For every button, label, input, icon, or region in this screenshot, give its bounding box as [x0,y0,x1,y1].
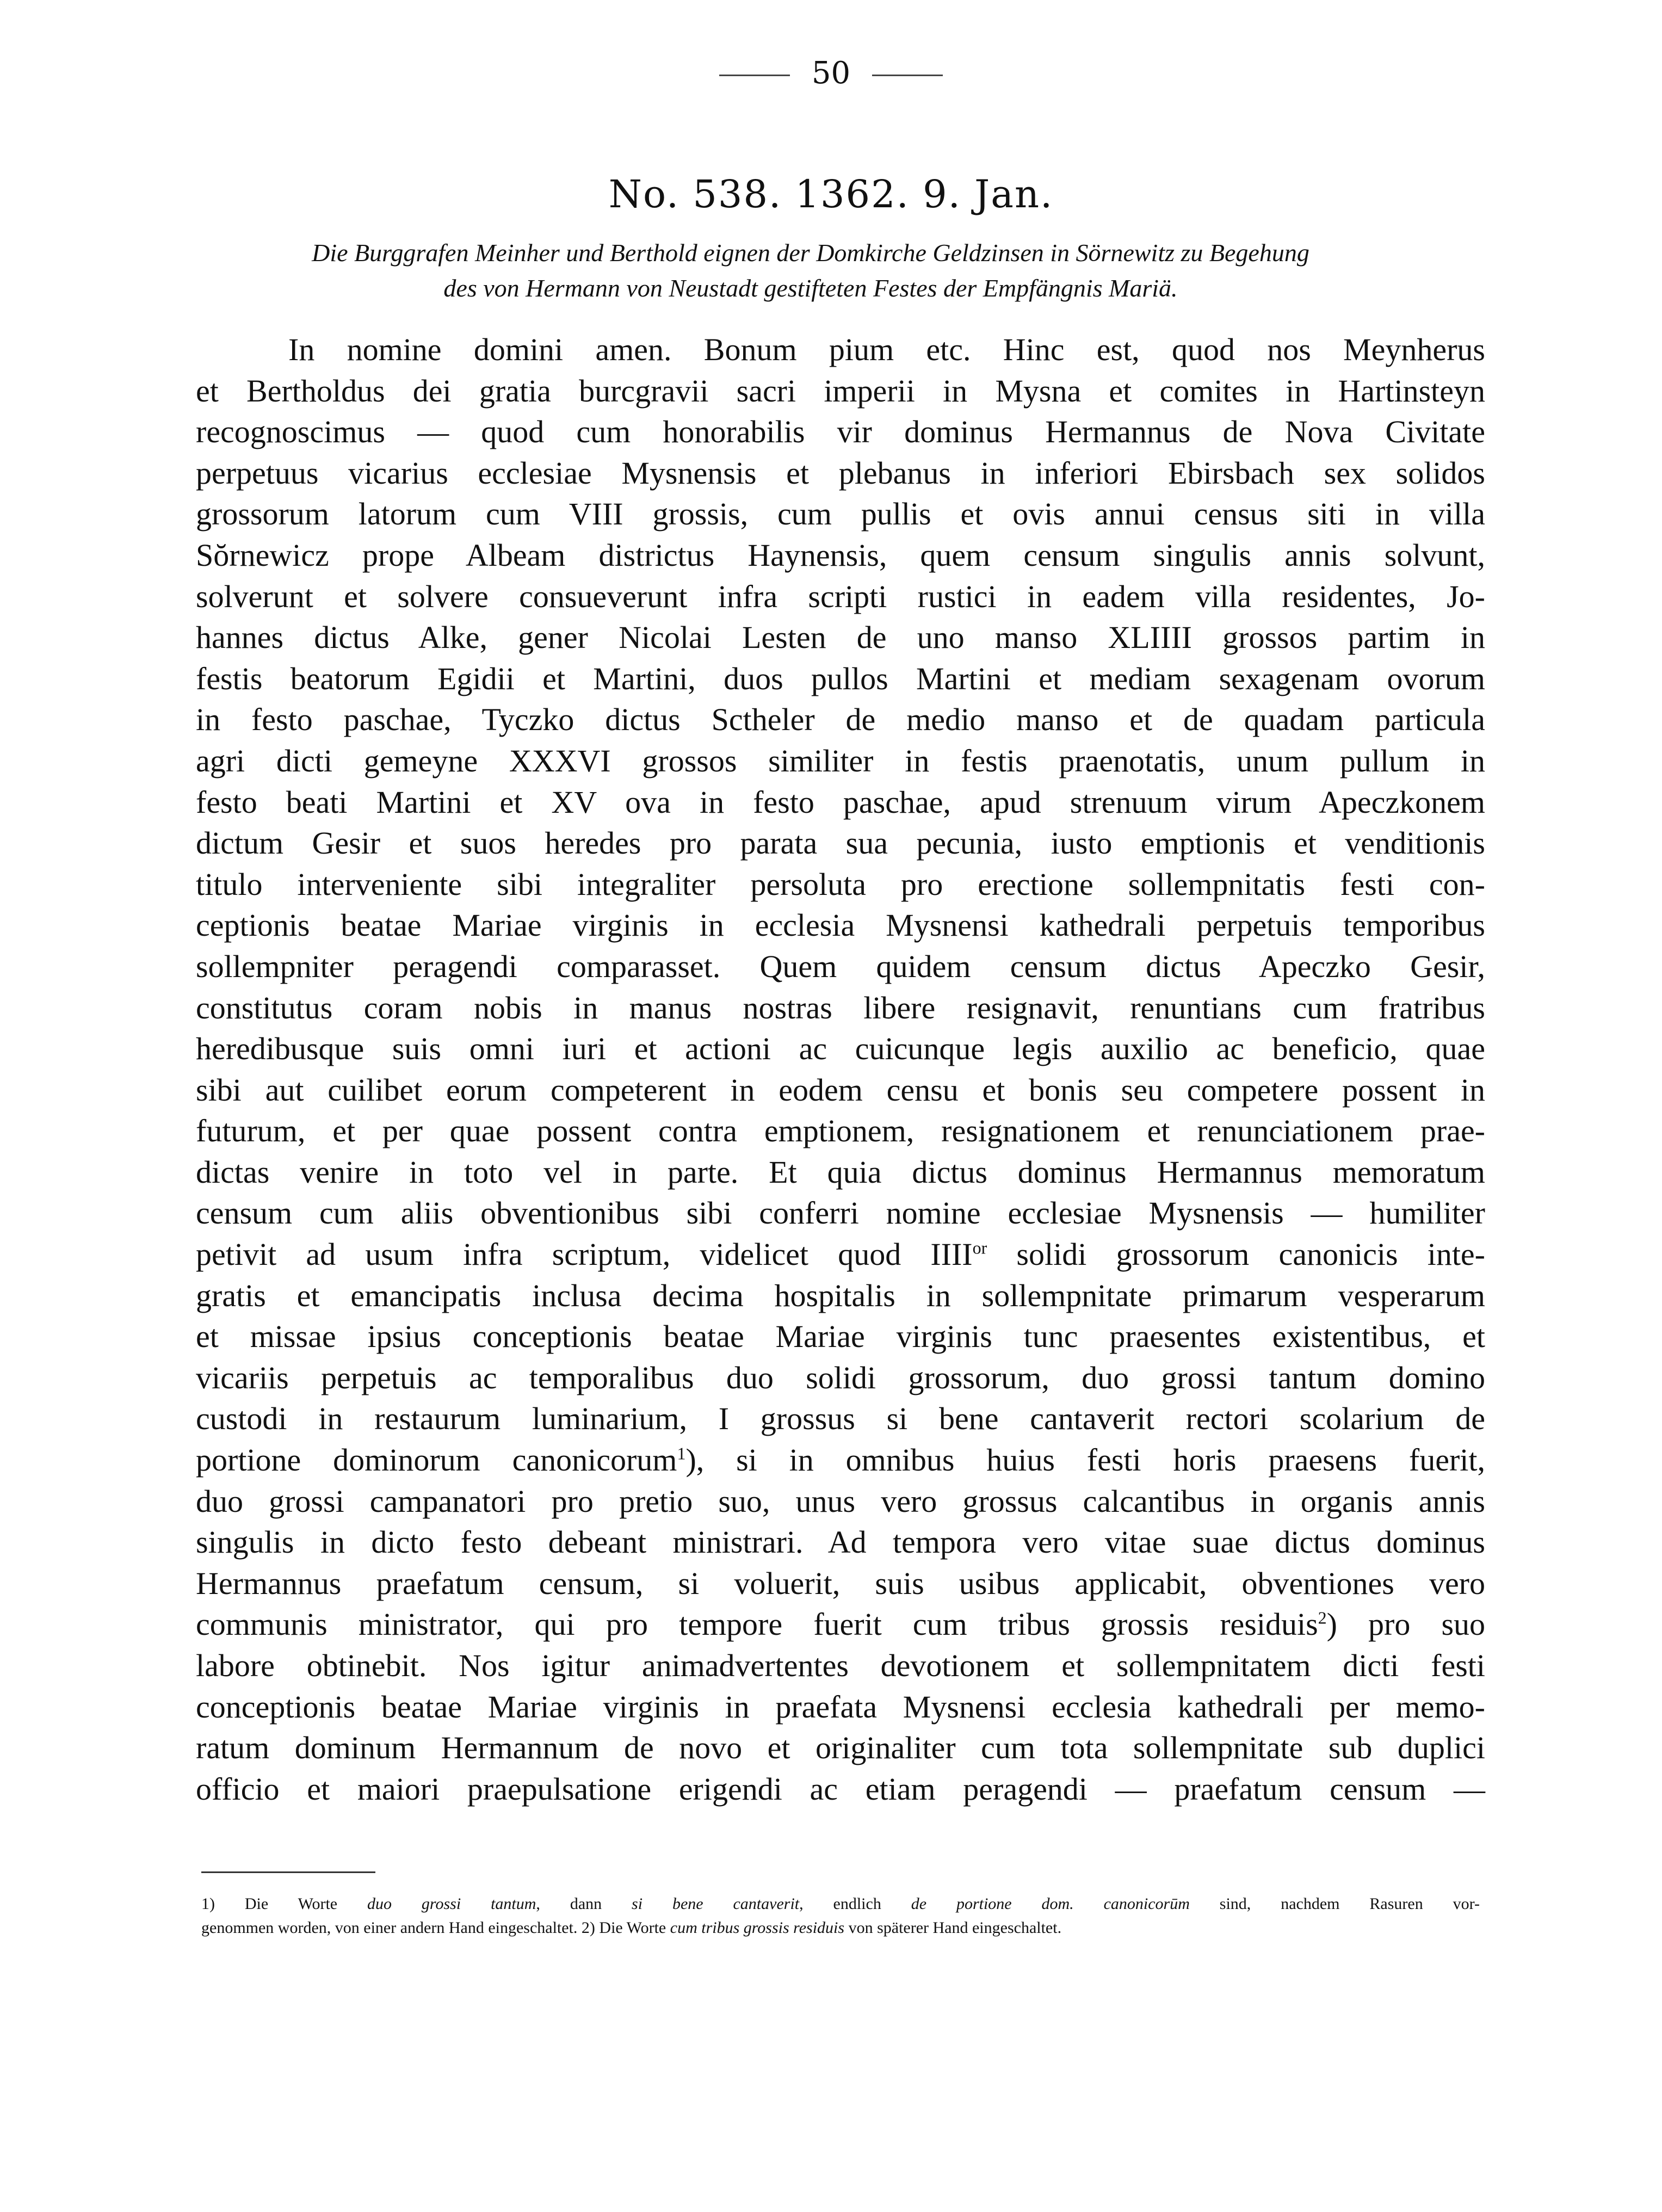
footnote-text: von späterer Hand eingeschaltet. [844,1919,1062,1937]
body-line: perpetuus vicarius ecclesiae Mysnensis et plebanus in inferiori Ebirsbach sex solidos [196,455,1485,491]
body-line: heredibusque suis omni iuri et actioni ac cuicunque legis auxilio ac beneficio, quae [196,1031,1485,1067]
body-line: festis beatorum Egidii et Martini, duos pullos Martini et mediam sexagenam ovorum [196,660,1485,696]
footnote-emphasis: de portione dom. canonicorūm [911,1895,1190,1913]
body-line: custodi in restaurum luminarium, I grossus si bene cantaverit rectori scolarium de [196,1401,1485,1437]
body-line: vicariis perpetuis ac temporalibus duo solidi grossorum, duo grossi tantum domino [196,1360,1485,1395]
body-line: dictum Gesir et suos heredes pro parata sua pecunia, iusto emptionis et venditionis [196,825,1485,861]
body-line-text: petivit ad usum infra scriptum, videlicet quod IIII [196,1237,973,1272]
body-line: solverunt et solvere consueverunt infra scripti rustici in eadem villa residentes, Jo- [196,578,1485,614]
body-line [196,1234,1485,1275]
body-line-text: communis ministrator, qui pro tempore fuerit cum tribus grossis residuis [196,1607,1318,1642]
footnote-emphasis: duo grossi tantum [367,1895,536,1913]
footnote-line [201,1916,1480,1940]
superscript-ordinal: or [972,1238,987,1258]
footnote-text: , endlich [799,1895,911,1913]
body-line: grossorum latorum cum VIII grossis, cum pullis et ovis annui census siti in villa [196,496,1485,532]
body-line: et missae ipsius conceptionis beatae Mariae virginis tunc praesentes existentibus, et [196,1319,1485,1355]
footnote-text: 1) Die Worte [201,1895,368,1913]
body-line: constitutus coram nobis in manus nostras libere resignavit, renuntians cum fratribus [196,990,1485,1025]
body-line: festo beati Martini et XV ova in festo paschae, apud strenuum virum Apeczkonem [196,784,1485,820]
footnote-text: sind, nachdem Rasuren vor- [1189,1895,1480,1913]
body-line: dictas venire in toto vel in parte. Et quia dictus dominus Hermannus memoratum [196,1154,1485,1190]
summary-line: Die Burggrafen Meinher und Berthold eignen der Domkirche Geldzinsen in Sörnewitz zu Begehung [312,239,1309,267]
footnote-emphasis: cum tribus grossis residuis [670,1919,845,1937]
footnote-marker: 1 [677,1443,686,1463]
body-line: labore obtinebit. Nos igitur animadvertentes devotionem et sollempnitatem dicti festi [196,1648,1485,1683]
header-rule-right [872,75,943,76]
footnotes [201,1892,1480,1940]
body-line-text: portione dominorum canonicorum [196,1442,677,1478]
body-line: Hermannus praefatum censum, si voluerit, suis usibus applicabit, obventiones vero [196,1565,1485,1601]
footnote-line [201,1892,1480,1916]
footnote-divider [201,1871,375,1873]
summary-line: des von Hermann von Neustadt gestifteten Festes der Empfängnis Mariä. [443,274,1178,302]
body-line-text: solidi grossorum canonicis inte- [987,1237,1485,1272]
body-line: Sŏrnewicz prope Albeam districtus Haynensis, quem censum singulis annis solvunt, [196,537,1485,573]
footnote-emphasis: si bene cantaverit [632,1895,800,1913]
document-summary [185,235,1436,306]
body-line: officio et maiori praepulsatione erigendi ac etiam peragendi — praefatum censum — [196,1771,1485,1807]
body-line: et Bertholdus dei gratia burcgravii sacri imperii in Mysna et comites in Hartinsteyn [196,373,1485,409]
body-line-text: ) pro suo [1326,1607,1486,1642]
body-line: hannes dictus Alke, gener Nicolai Lesten de uno manso XLIIII grossos partim in [196,620,1485,656]
page-number: 50 [811,55,851,91]
footnote-marker: 2 [1318,1608,1327,1628]
body-line: singulis in dicto festo debeant ministrari. Ad tempora vero vitae suae dictus dominus [196,1524,1485,1560]
body-line: ratum dominum Hermannum de novo et originaliter cum tota sollempnitate sub duplici [196,1730,1485,1766]
body-line: futurum, et per quae possent contra emptionem, resignationem et renunciationem prae- [196,1113,1485,1149]
page-header [0,54,1662,92]
body-line: censum cum aliis obventionibus sibi conferri nomine ecclesiae Mysnensis — humiliter [196,1195,1485,1231]
body-line: in festo paschae, Tyczko dictus Sctheler de medio manso et de quadam particula [196,702,1485,738]
body-line: In nomine domini amen. Bonum pium etc. Hinc est, quod nos Meynherus [288,332,1485,367]
body-line: duo grossi campanatori pro pretio suo, unus vero grossus calcantibus in organis annis [196,1483,1485,1519]
body-line [196,1439,1485,1481]
body-line: agri dicti gemeyne XXXVI grossos similiter in festis praenotatis, unum pullum in [196,743,1485,778]
document-heading: No. 538. 1362. 9. Jan. [608,172,1054,217]
body-line: recognoscimus — quod cum honorabilis vir dominus Hermannus de Nova Civitate [196,414,1485,450]
footnote-text: , dann [536,1895,632,1913]
footnote-text: genommen worden, von einer andern Hand eingeschaltet. 2) Die Worte [201,1919,670,1937]
body-line: gratis et emancipatis inclusa decima hospitalis in sollempnitate primarum vesperarum [196,1277,1485,1313]
body-line [196,1604,1485,1645]
body-line: sibi aut cuilibet eorum competerent in eodem censu et bonis seu competere possent in [196,1072,1485,1108]
body-line: ceptionis beatae Mariae virginis in ecclesia Mysnensi kathedrali perpetuis temporibus [196,907,1485,943]
header-rule-left [719,75,790,76]
body-line-text: ), si in omnibus huius festi horis praesens fuerit, [685,1442,1486,1478]
body-line: conceptionis beatae Mariae virginis in praefata Mysnensi ecclesia kathedrali per memo- [196,1689,1485,1725]
body-line: sollempniter peragendi comparasset. Quem quidem censum dictus Apeczko Gesir, [196,948,1485,984]
body-line: titulo interveniente sibi integraliter persoluta pro erectione sollempnitatis festi con- [196,866,1485,902]
document-body [196,329,1485,1809]
